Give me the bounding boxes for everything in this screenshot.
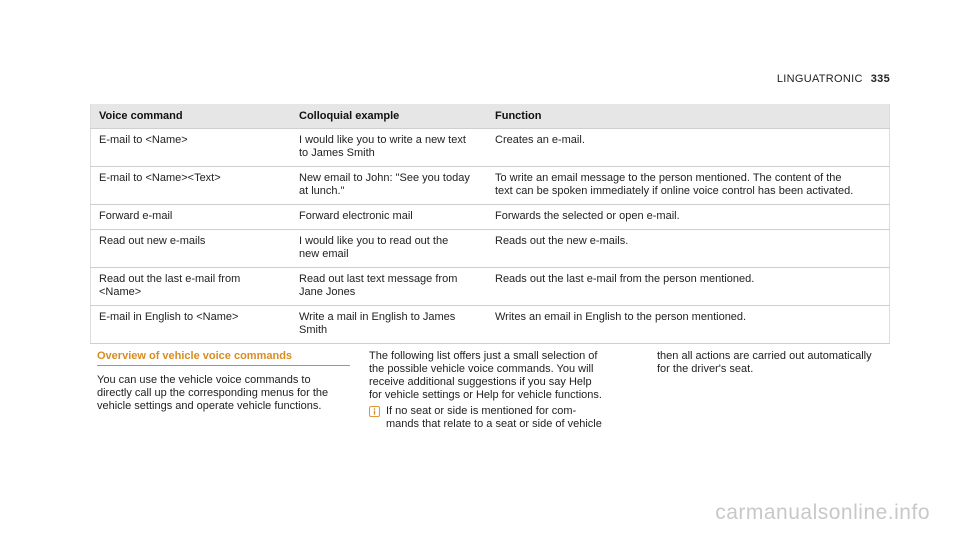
header-colloquial-example: Colloquial example <box>291 104 487 129</box>
page-number: 335 <box>870 73 890 85</box>
table-body <box>91 129 890 344</box>
cell-colloquial-example: I would like you to read out the new email <box>291 230 487 268</box>
table-row <box>91 230 890 268</box>
cell-function: Creates an e-mail. <box>487 129 890 167</box>
table-row <box>91 129 890 167</box>
cell-colloquial-example: New email to John: "See you today at lunch." <box>291 167 487 205</box>
voice-command-table <box>90 104 890 344</box>
header-voice-command: Voice command <box>91 104 292 129</box>
cell-voice-command: Read out new e-mails <box>91 230 292 268</box>
intro-paragraph: You can use the vehicle voice commands to directly call up the corresponding menus for the vehicle settings and operate vehicle functions. <box>97 374 329 412</box>
cell-colloquial-example: I would like you to write a new text to James Smith <box>291 129 487 167</box>
intro-text-column <box>97 374 352 413</box>
note-text: If no seat or side is mentioned for com- mands that relate to a seat or side of vehicle <box>386 405 602 430</box>
cell-colloquial-example: Write a mail in English to James Smith <box>291 306 487 344</box>
cell-colloquial-example: Read out last text message from Jane Jones <box>291 268 487 306</box>
continuation-paragraph: then all actions are carried out automatically for the driver's seat. <box>657 350 872 375</box>
cell-voice-command: E-mail to <Name> <box>91 129 292 167</box>
section-title: Overview of vehicle voice commands <box>97 350 350 366</box>
table-header-row <box>91 104 890 129</box>
cell-function: To write an email message to the person mentioned. The content of the text can be spoken immediately if online voice control has been activated. <box>487 167 890 205</box>
header-function: Function <box>487 104 890 129</box>
cell-voice-command: Read out the last e-mail from <Name> <box>91 268 292 306</box>
cell-function: Forwards the selected or open e-mail. <box>487 205 890 230</box>
cell-function: Reads out the new e-mails. <box>487 230 890 268</box>
table-row <box>91 167 890 205</box>
cell-voice-command: E-mail in English to <Name> <box>91 306 292 344</box>
cell-function: Writes an email in English to the person mentioned. <box>487 306 890 344</box>
info-icon <box>369 406 380 417</box>
cell-function: Reads out the last e-mail from the person mentioned. <box>487 268 890 306</box>
cell-voice-command: E-mail to <Name><Text> <box>91 167 292 205</box>
note-block <box>369 405 631 431</box>
page-header <box>777 73 890 85</box>
selection-paragraph: The following list offers just a small selection of the possible vehicle voice commands. You will receive additional suggestions if you say Help for vehicle settings or Help for vehicle functions. <box>369 350 602 401</box>
table-row <box>91 205 890 230</box>
table-row <box>91 268 890 306</box>
section-name: LINGUATRONIC <box>776 73 863 85</box>
middle-text-column <box>369 350 631 431</box>
cell-voice-command: Forward e-mail <box>91 205 292 230</box>
watermark: carmanualsonline.info <box>715 501 930 524</box>
cell-colloquial-example: Forward electronic mail <box>291 205 487 230</box>
table-row <box>91 306 890 344</box>
right-text-column <box>657 350 897 376</box>
